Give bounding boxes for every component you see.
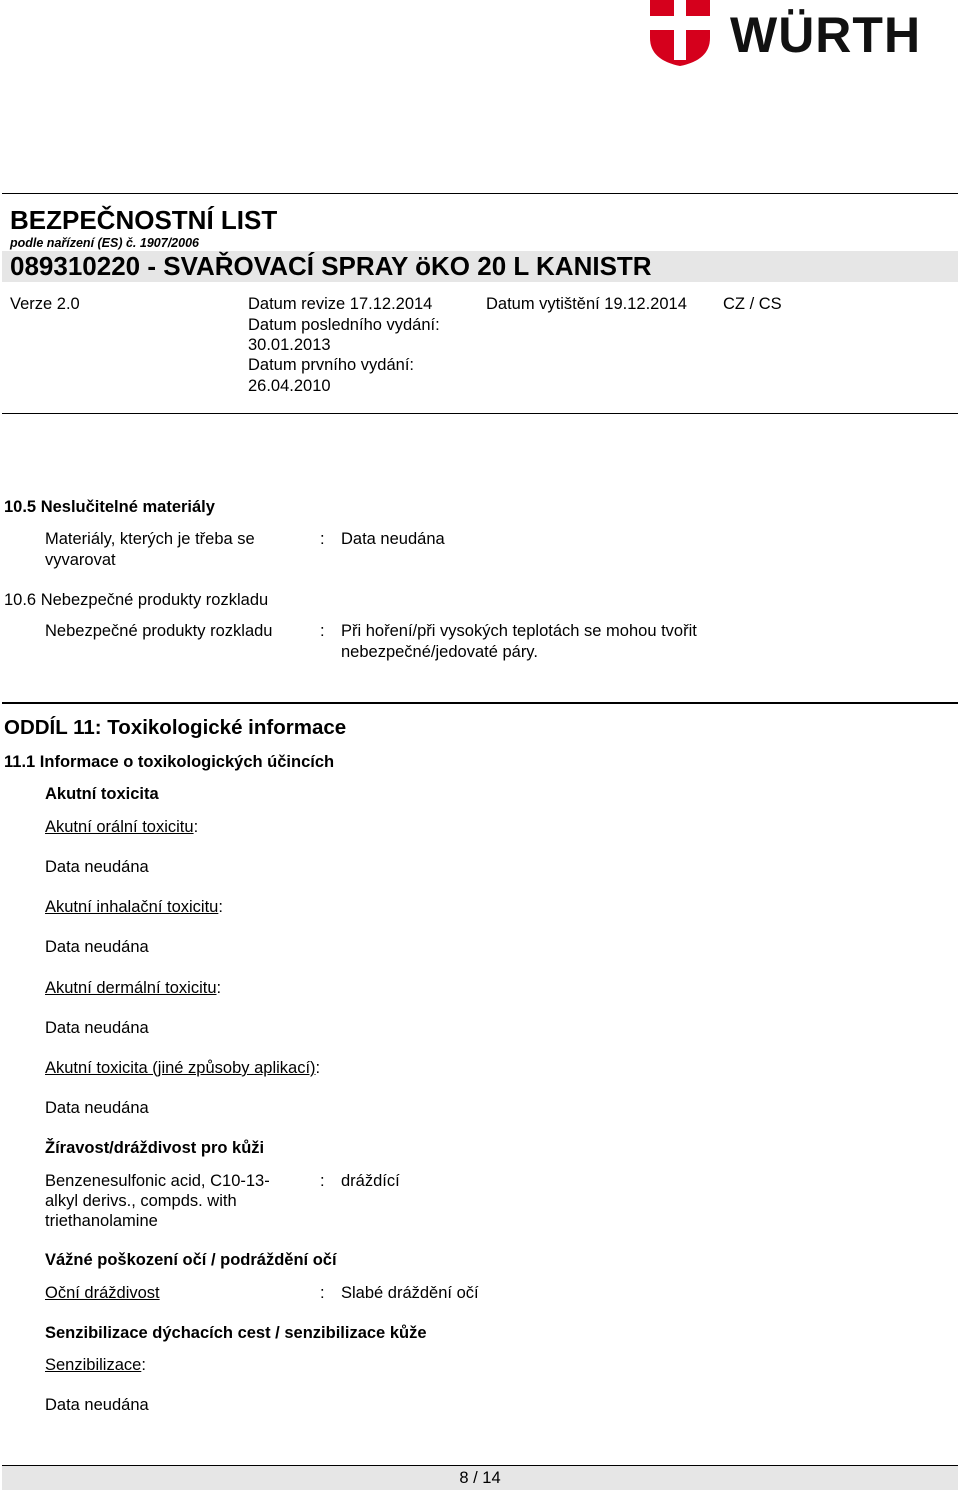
last-issue-label: Datum posledního vydání: (248, 315, 440, 334)
first-issue-label: Datum prvního vydání: (248, 356, 414, 374)
section-11-title: ODDÍL 11: Toxikologické informace (4, 716, 347, 739)
sensitisation-label: Senzibilizace: (45, 1356, 146, 1374)
section-10-5-heading: 10.5 Neslučitelné materiály (4, 498, 215, 516)
last-issue-date: 30.01.2013 (248, 336, 331, 354)
eye-damage-heading: Vážné poškození očí / podráždění očí (45, 1251, 337, 1269)
first-issue-date: 26.04.2010 (248, 376, 331, 395)
section-10-6-heading: 10.6 Nebezpečné produkty rozkladu (4, 591, 269, 609)
section-11-rule (2, 702, 958, 704)
skin-substance-line-2: alkyl derivs., compds. with (45, 1192, 237, 1210)
skin-colon: : (320, 1172, 325, 1190)
skin-substance-line-1: Benzenesulfonic acid, C10-13- (45, 1172, 270, 1190)
incompatible-colon: : (320, 530, 325, 548)
doc-title: BEZPEČNOSTNÍ LIST (10, 205, 278, 235)
dermal-toxicity-value: Data neudána (45, 1019, 149, 1037)
skin-corrosion-heading: Žíravost/dráždivost pro kůži (45, 1139, 265, 1157)
decomp-value-1: Při hoření/při vysokých teplotách se mohou tvořit (341, 622, 697, 640)
incompatible-label-2: vyvarovat (45, 550, 116, 569)
revision-date: Datum revize 17.12.2014 (248, 295, 433, 313)
oral-toxicity-label: Akutní orální toxicitu: (45, 818, 199, 836)
product-title: 089310220 - SVAŘOVACÍ SPRAY öKO 20 L KANISTR (10, 251, 652, 281)
incompatible-label-1: Materiály, kterých je třeba se (45, 530, 255, 548)
inhalation-toxicity-label: Akutní inhalační toxicitu: (45, 898, 223, 916)
incompatible-value: Data neudána (341, 530, 445, 548)
other-toxicity-label: Akutní toxicita (jiné způsoby aplikací): (45, 1059, 321, 1077)
doc-subtitle: podle nařízení (ES) č. 1907/2006 (10, 236, 199, 250)
decomp-colon: : (320, 622, 325, 640)
skin-substance-line-3: triethanolamine (45, 1212, 158, 1230)
header-top-rule (2, 193, 958, 194)
eye-colon: : (320, 1284, 325, 1302)
oral-toxicity-value: Data neudána (45, 858, 149, 876)
sensitisation-heading: Senzibilizace dýchacích cest / senzibilizace kůže (45, 1324, 427, 1342)
dermal-toxicity-label: Akutní dermální toxicitu: (45, 979, 222, 997)
decomp-value-2: nebezpečné/jedovaté páry. (341, 642, 538, 661)
locale: CZ / CS (723, 295, 782, 313)
header-bottom-rule (2, 413, 958, 414)
print-date: Datum vytištění 19.12.2014 (486, 295, 687, 313)
page-number: 8 / 14 (459, 1469, 501, 1487)
version: Verze 2.0 (10, 295, 80, 313)
eye-irritation-label: Oční dráždivost (45, 1284, 160, 1302)
eye-value: Slabé dráždění očí (341, 1284, 479, 1302)
logo-wordmark: WÜRTH (730, 7, 922, 63)
skin-value: dráždící (341, 1172, 400, 1190)
acute-toxicity-heading: Akutní toxicita (45, 785, 159, 803)
inhalation-toxicity-value: Data neudána (45, 938, 149, 956)
decomp-label: Nebezpečné produkty rozkladu (45, 622, 273, 640)
other-toxicity-value: Data neudána (45, 1099, 149, 1117)
section-11-1-heading: 11.1 Informace o toxikologických účincích (4, 753, 335, 771)
sensitisation-value: Data neudána (45, 1396, 149, 1414)
